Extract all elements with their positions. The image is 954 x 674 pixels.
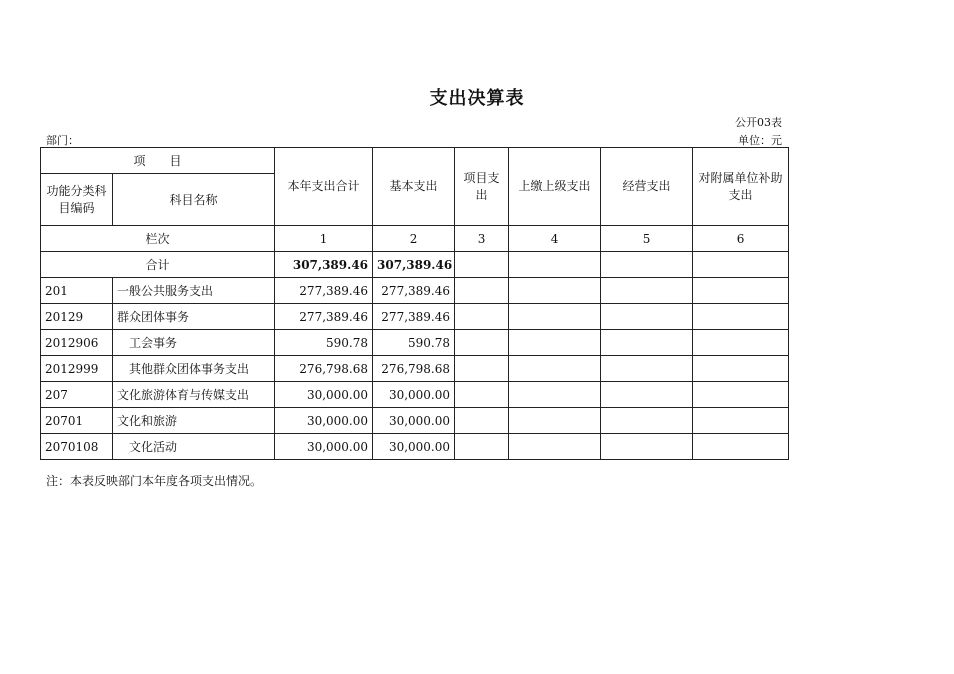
header-func-code: 功能分类科目编码 bbox=[41, 174, 113, 226]
header-total: 本年支出合计 bbox=[275, 148, 373, 226]
column-num-5: 5 bbox=[601, 226, 693, 252]
row-basic: 590.78 bbox=[373, 330, 455, 356]
row-code: 20701 bbox=[41, 408, 113, 434]
table-row bbox=[41, 408, 789, 434]
row-name: 文化和旅游 bbox=[113, 408, 275, 434]
table-row bbox=[41, 382, 789, 408]
row-code: 20129 bbox=[41, 304, 113, 330]
header-subsidiary: 对附属单位补助支出 bbox=[693, 148, 789, 226]
table-row bbox=[41, 330, 789, 356]
row-basic: 30,000.00 bbox=[373, 434, 455, 460]
column-num-1: 1 bbox=[275, 226, 373, 252]
row-basic: 277,389.46 bbox=[373, 278, 455, 304]
row-name: 工会事务 bbox=[113, 330, 275, 356]
row-code: 201 bbox=[41, 278, 113, 304]
row-total: 30,000.00 bbox=[275, 408, 373, 434]
table-row bbox=[41, 278, 789, 304]
total-row-basic: 307,389.46 bbox=[373, 252, 455, 278]
header-project: 项目支出 bbox=[455, 148, 509, 226]
row-basic: 277,389.46 bbox=[373, 304, 455, 330]
row-basic: 30,000.00 bbox=[373, 408, 455, 434]
expenditure-table bbox=[40, 147, 789, 460]
row-name: 文化活动 bbox=[113, 434, 275, 460]
header-subject-name: 科目名称 bbox=[113, 174, 275, 226]
row-name: 其他群众团体事务支出 bbox=[113, 356, 275, 382]
total-row-label: 合计 bbox=[41, 252, 275, 278]
column-num-6: 6 bbox=[693, 226, 789, 252]
row-code: 2070108 bbox=[41, 434, 113, 460]
row-total: 277,389.46 bbox=[275, 304, 373, 330]
row-total: 277,389.46 bbox=[275, 278, 373, 304]
table-row bbox=[41, 304, 789, 330]
column-row-label: 栏次 bbox=[41, 226, 275, 252]
row-basic: 30,000.00 bbox=[373, 382, 455, 408]
unit-label: 单位：元 bbox=[738, 134, 782, 147]
row-name: 群众团体事务 bbox=[113, 304, 275, 330]
row-total: 30,000.00 bbox=[275, 382, 373, 408]
table-row bbox=[41, 434, 789, 460]
row-total: 30,000.00 bbox=[275, 434, 373, 460]
row-name: 一般公共服务支出 bbox=[113, 278, 275, 304]
footnote: 注：本表反映部门本年度各项支出情况。 bbox=[46, 474, 263, 488]
header-business: 经营支出 bbox=[601, 148, 693, 226]
department-label: 部门： bbox=[46, 134, 79, 147]
column-num-4: 4 bbox=[509, 226, 601, 252]
column-num-2: 2 bbox=[373, 226, 455, 252]
row-total: 276,798.68 bbox=[275, 356, 373, 382]
row-basic: 276,798.68 bbox=[373, 356, 455, 382]
page-title: 支出决算表 bbox=[429, 88, 525, 109]
header-basic: 基本支出 bbox=[373, 148, 455, 226]
header-upper: 上缴上级支出 bbox=[509, 148, 601, 226]
table-row bbox=[41, 356, 789, 382]
form-number: 公开03表 bbox=[735, 116, 782, 129]
header-item: 项 目 bbox=[41, 148, 275, 174]
row-total: 590.78 bbox=[275, 330, 373, 356]
row-name: 文化旅游体育与传媒支出 bbox=[113, 382, 275, 408]
column-num-3: 3 bbox=[455, 226, 509, 252]
row-code: 207 bbox=[41, 382, 113, 408]
row-code: 2012906 bbox=[41, 330, 113, 356]
row-code: 2012999 bbox=[41, 356, 113, 382]
total-row-total: 307,389.46 bbox=[275, 252, 373, 278]
